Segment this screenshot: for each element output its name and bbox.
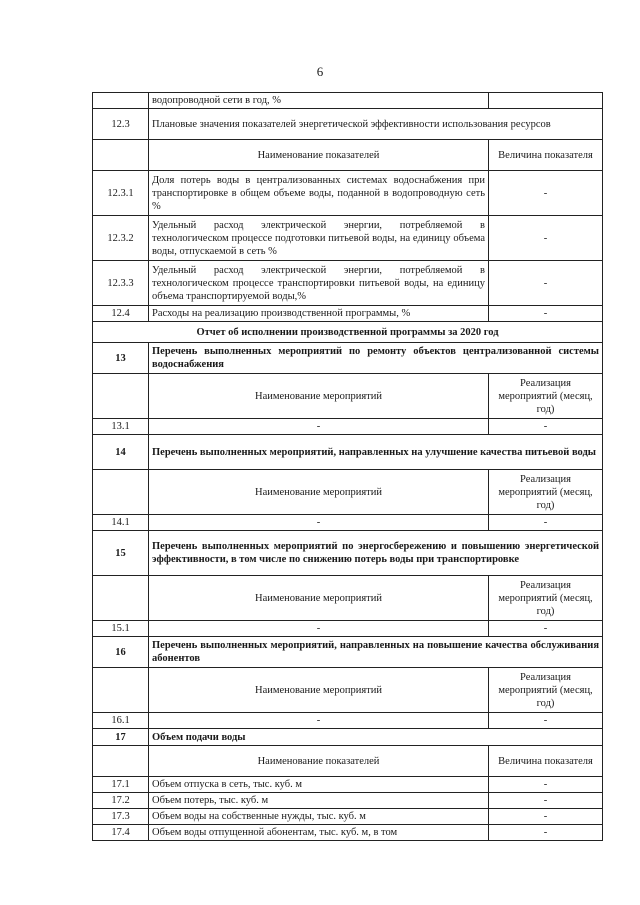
- table-row: [93, 825, 603, 841]
- column-header-name: Наименование мероприятий: [149, 576, 489, 621]
- row-text: -: [149, 621, 489, 637]
- row-number: 15.1: [93, 621, 149, 637]
- row-number: 14: [93, 435, 149, 470]
- section-title: Перечень выполненных мероприятий, направленных на улучшение качества питьевой воды: [149, 435, 603, 470]
- column-header-value: Реализация мероприятий (месяц, год): [489, 470, 603, 515]
- table-row: [93, 621, 603, 637]
- page-number: 6: [316, 64, 324, 79]
- row-value: -: [489, 171, 603, 216]
- column-header-value: Реализация мероприятий (месяц, год): [489, 668, 603, 713]
- column-header-row: [93, 746, 603, 777]
- column-header-name: Наименование показателей: [149, 746, 489, 777]
- row-number: 12.4: [93, 306, 149, 322]
- row-number: 17.3: [93, 809, 149, 825]
- row-number: 17.2: [93, 793, 149, 809]
- row-value: -: [489, 809, 603, 825]
- column-header-row: [93, 140, 603, 171]
- row-number: 14.1: [93, 515, 149, 531]
- column-header-row: [93, 470, 603, 515]
- row-text: Объем воды отпущенной абонентам, тыс. куб. м, в том: [149, 825, 489, 841]
- row-text: Удельный расход электрической энергии, потребляемой в технологическом процессе подготовки питьевой воды, на единицу объема воды, отпускаемой в сеть %: [149, 216, 489, 261]
- row-value: -: [489, 419, 603, 435]
- table-row: [93, 713, 603, 729]
- section-row: [93, 531, 603, 576]
- table-row: [93, 809, 603, 825]
- table-row: [93, 777, 603, 793]
- row-number: 16.1: [93, 713, 149, 729]
- table-row: [93, 515, 603, 531]
- row-text: Доля потерь воды в централизованных системах водоснабжения при транспортировке в общем объеме воды, поданной в водопроводную сеть %: [149, 171, 489, 216]
- row-text: Удельный расход электрической энергии, потребляемой в технологическом процессе транспортировки питьевой воды, на единицу объема транспортируемой воды,%: [149, 261, 489, 306]
- column-header-row: [93, 374, 603, 419]
- section-title: Перечень выполненных мероприятий, направленных на повышение качества обслуживания абонентов: [149, 637, 603, 668]
- table-row: [93, 306, 603, 322]
- section-row: [93, 435, 603, 470]
- column-header-row: [93, 668, 603, 713]
- row-text: -: [149, 419, 489, 435]
- section-title-row: [93, 322, 603, 343]
- row-number: 17.4: [93, 825, 149, 841]
- row-value: -: [489, 713, 603, 729]
- row-number: 12.3.1: [93, 171, 149, 216]
- column-header-value: Величина показателя: [489, 140, 603, 171]
- column-header-value: Величина показателя: [489, 746, 603, 777]
- section-title: Объем подачи воды: [149, 729, 603, 746]
- row-text: Объем потерь, тыс. куб. м: [149, 793, 489, 809]
- row-text: Расходы на реализацию производственной программы, %: [149, 306, 489, 322]
- row-text: Объем воды на собственные нужды, тыс. куб. м: [149, 809, 489, 825]
- column-header-name: Наименование мероприятий: [149, 374, 489, 419]
- row-value: -: [489, 777, 603, 793]
- row-text: Объем отпуска в сеть, тыс. куб. м: [149, 777, 489, 793]
- column-header-name: Наименование мероприятий: [149, 668, 489, 713]
- row-text: -: [149, 713, 489, 729]
- section-row: [93, 729, 603, 746]
- row-value: -: [489, 216, 603, 261]
- row-text: водопроводной сети в год, %: [149, 93, 489, 109]
- table-row: [93, 261, 603, 306]
- program-table: [92, 92, 603, 841]
- row-number: 15: [93, 531, 149, 576]
- section-row: [93, 343, 603, 374]
- section-row: [93, 637, 603, 668]
- table-row: [93, 171, 603, 216]
- row-text: Плановые значения показателей энергетической эффективности использования ресурсов: [149, 109, 603, 140]
- row-number: 17: [93, 729, 149, 746]
- table-row: [93, 419, 603, 435]
- column-header-value: Реализация мероприятий (месяц, год): [489, 576, 603, 621]
- section-title: Перечень выполненных мероприятий по ремонту объектов централизованной системы водоснабжения: [149, 343, 603, 374]
- report-title: Отчет об исполнении производственной программы за 2020 год: [93, 322, 603, 343]
- row-value: -: [489, 261, 603, 306]
- row-number: 16: [93, 637, 149, 668]
- table-row: [93, 93, 603, 109]
- column-header-name: Наименование мероприятий: [149, 470, 489, 515]
- row-value: -: [489, 825, 603, 841]
- row-text: -: [149, 515, 489, 531]
- table-row: [93, 793, 603, 809]
- column-header-row: [93, 576, 603, 621]
- table-row: [93, 109, 603, 140]
- row-number: 12.3: [93, 109, 149, 140]
- row-value: -: [489, 621, 603, 637]
- row-number: 12.3.2: [93, 216, 149, 261]
- column-header-value: Реализация мероприятий (месяц, год): [489, 374, 603, 419]
- row-value: -: [489, 793, 603, 809]
- row-value: -: [489, 515, 603, 531]
- table-row: [93, 216, 603, 261]
- row-number: 13.1: [93, 419, 149, 435]
- row-number: 12.3.3: [93, 261, 149, 306]
- row-value: [489, 93, 603, 109]
- row-number: 17.1: [93, 777, 149, 793]
- row-value: -: [489, 306, 603, 322]
- column-header-name: Наименование показателей: [149, 140, 489, 171]
- section-title: Перечень выполненных мероприятий по энергосбережению и повышению энергетической эффективности, в том числе по снижению потерь воды при транспортировке: [149, 531, 603, 576]
- row-number: 13: [93, 343, 149, 374]
